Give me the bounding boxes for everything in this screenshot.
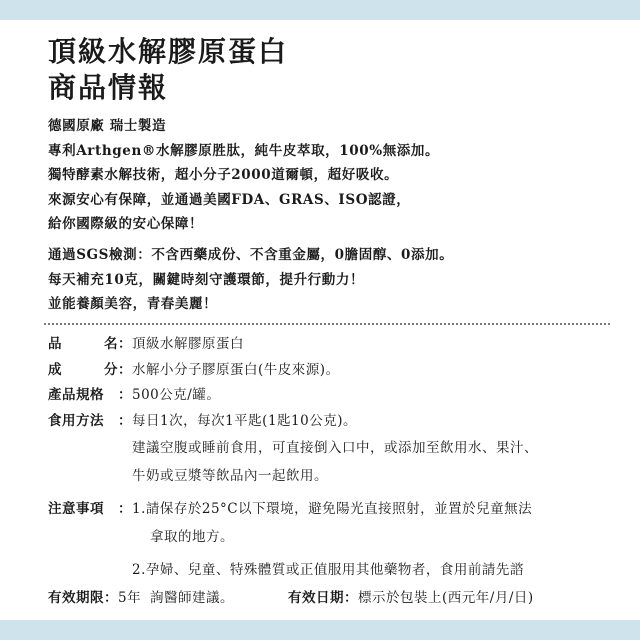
- spec-value: 500公克/罐。: [132, 387, 221, 403]
- intro-line: 德國原廠 瑞士製造: [48, 118, 167, 134]
- spec-label: [48, 333, 118, 357]
- period-label: 有效期限: [48, 590, 104, 606]
- page-title: [48, 34, 288, 106]
- note-line: 2.孕婦、兒童、特殊體質或正值服用其他藥物者，食用前請先諮: [132, 562, 524, 578]
- usage-line: 牛奶或豆漿等飲品內一起飲用。: [132, 467, 328, 484]
- sgs-line: 通過SGS檢測：不含西藥成份、不含重金屬，0膽固醇、0添加。: [48, 247, 454, 263]
- spec-value: 水解小分子膠原蛋白(牛皮來源)。: [132, 361, 340, 378]
- date-value: 標示於包裝上(西元年/月/日): [358, 590, 534, 606]
- spec-colon: ：: [118, 412, 132, 429]
- usage-line: 每日1次，每次1平匙(1匙10公克)。: [132, 412, 357, 429]
- spec-row-size: [48, 384, 608, 408]
- note-line: 拿取的地方。: [150, 528, 234, 545]
- spec-row-name: [48, 333, 608, 357]
- spec-colon: ：: [118, 336, 132, 352]
- note-line: 詢醫師建議。: [150, 589, 234, 606]
- spec-value: [132, 410, 608, 489]
- title-line-1: 頂級水解膠原蛋白: [48, 35, 289, 68]
- spec-value: [132, 498, 608, 640]
- spec-row-ingredient: [48, 359, 608, 383]
- date-colon: ：: [344, 590, 358, 606]
- spec-label: [48, 359, 118, 383]
- spec-row-notes: [48, 498, 608, 640]
- spec-label-char: 名: [104, 336, 118, 352]
- spec-row-usage: [48, 410, 608, 489]
- note-line: 1.請保存於25°C以下環境，避免陽光直接照射，並置於兒童無法: [132, 501, 533, 517]
- period-colon: ：: [104, 590, 118, 606]
- spec-colon: ：: [118, 501, 132, 517]
- intro-line: 來源安心有保障，並通過美國FDA、GRAS、ISO認證，: [48, 191, 411, 208]
- spec-value: 頂級水解膠原蛋白: [132, 336, 244, 352]
- validity-row: [48, 587, 608, 609]
- usage-line: 建議空腹或睡前食用，可直接倒入口中，或添加至飲用水、果汁、: [132, 440, 538, 456]
- sgs-line: 每天補充10克，關鍵時刻守護環節，提升行動力！: [48, 271, 365, 288]
- spec-colon: ：: [118, 387, 132, 403]
- validity-date: [288, 587, 534, 609]
- date-label: 有效日期: [288, 590, 344, 606]
- spec-label-char: 品: [48, 336, 62, 352]
- sgs-paragraph: [48, 243, 608, 317]
- spec-colon: ：: [118, 361, 132, 378]
- spec-label: 注意事項: [48, 501, 104, 517]
- intro-line: 給你國際級的安心保障！: [48, 216, 204, 232]
- spec-label-char: 成: [48, 361, 62, 378]
- period-value: 5年: [118, 590, 142, 606]
- spec-label-char: 分: [104, 361, 118, 378]
- validity-period: [48, 587, 141, 609]
- intro-paragraph: [48, 114, 608, 237]
- title-line-2: 商品情報: [48, 71, 169, 104]
- spec-label: 產品規格: [48, 387, 104, 403]
- sgs-line: 並能養顏美容，青春美麗！: [48, 296, 218, 312]
- spec-label: 食用方法: [48, 412, 104, 429]
- intro-line: 專利Arthgen®水解膠原胜肽，純牛皮萃取，100%無添加。: [48, 142, 440, 159]
- bottom-color-band: [0, 620, 640, 640]
- top-color-band: [0, 0, 640, 20]
- intro-line: 獨特酵素水解技術，超小分子2000道爾頓，超好吸收。: [48, 167, 399, 183]
- dotted-divider: [44, 323, 610, 325]
